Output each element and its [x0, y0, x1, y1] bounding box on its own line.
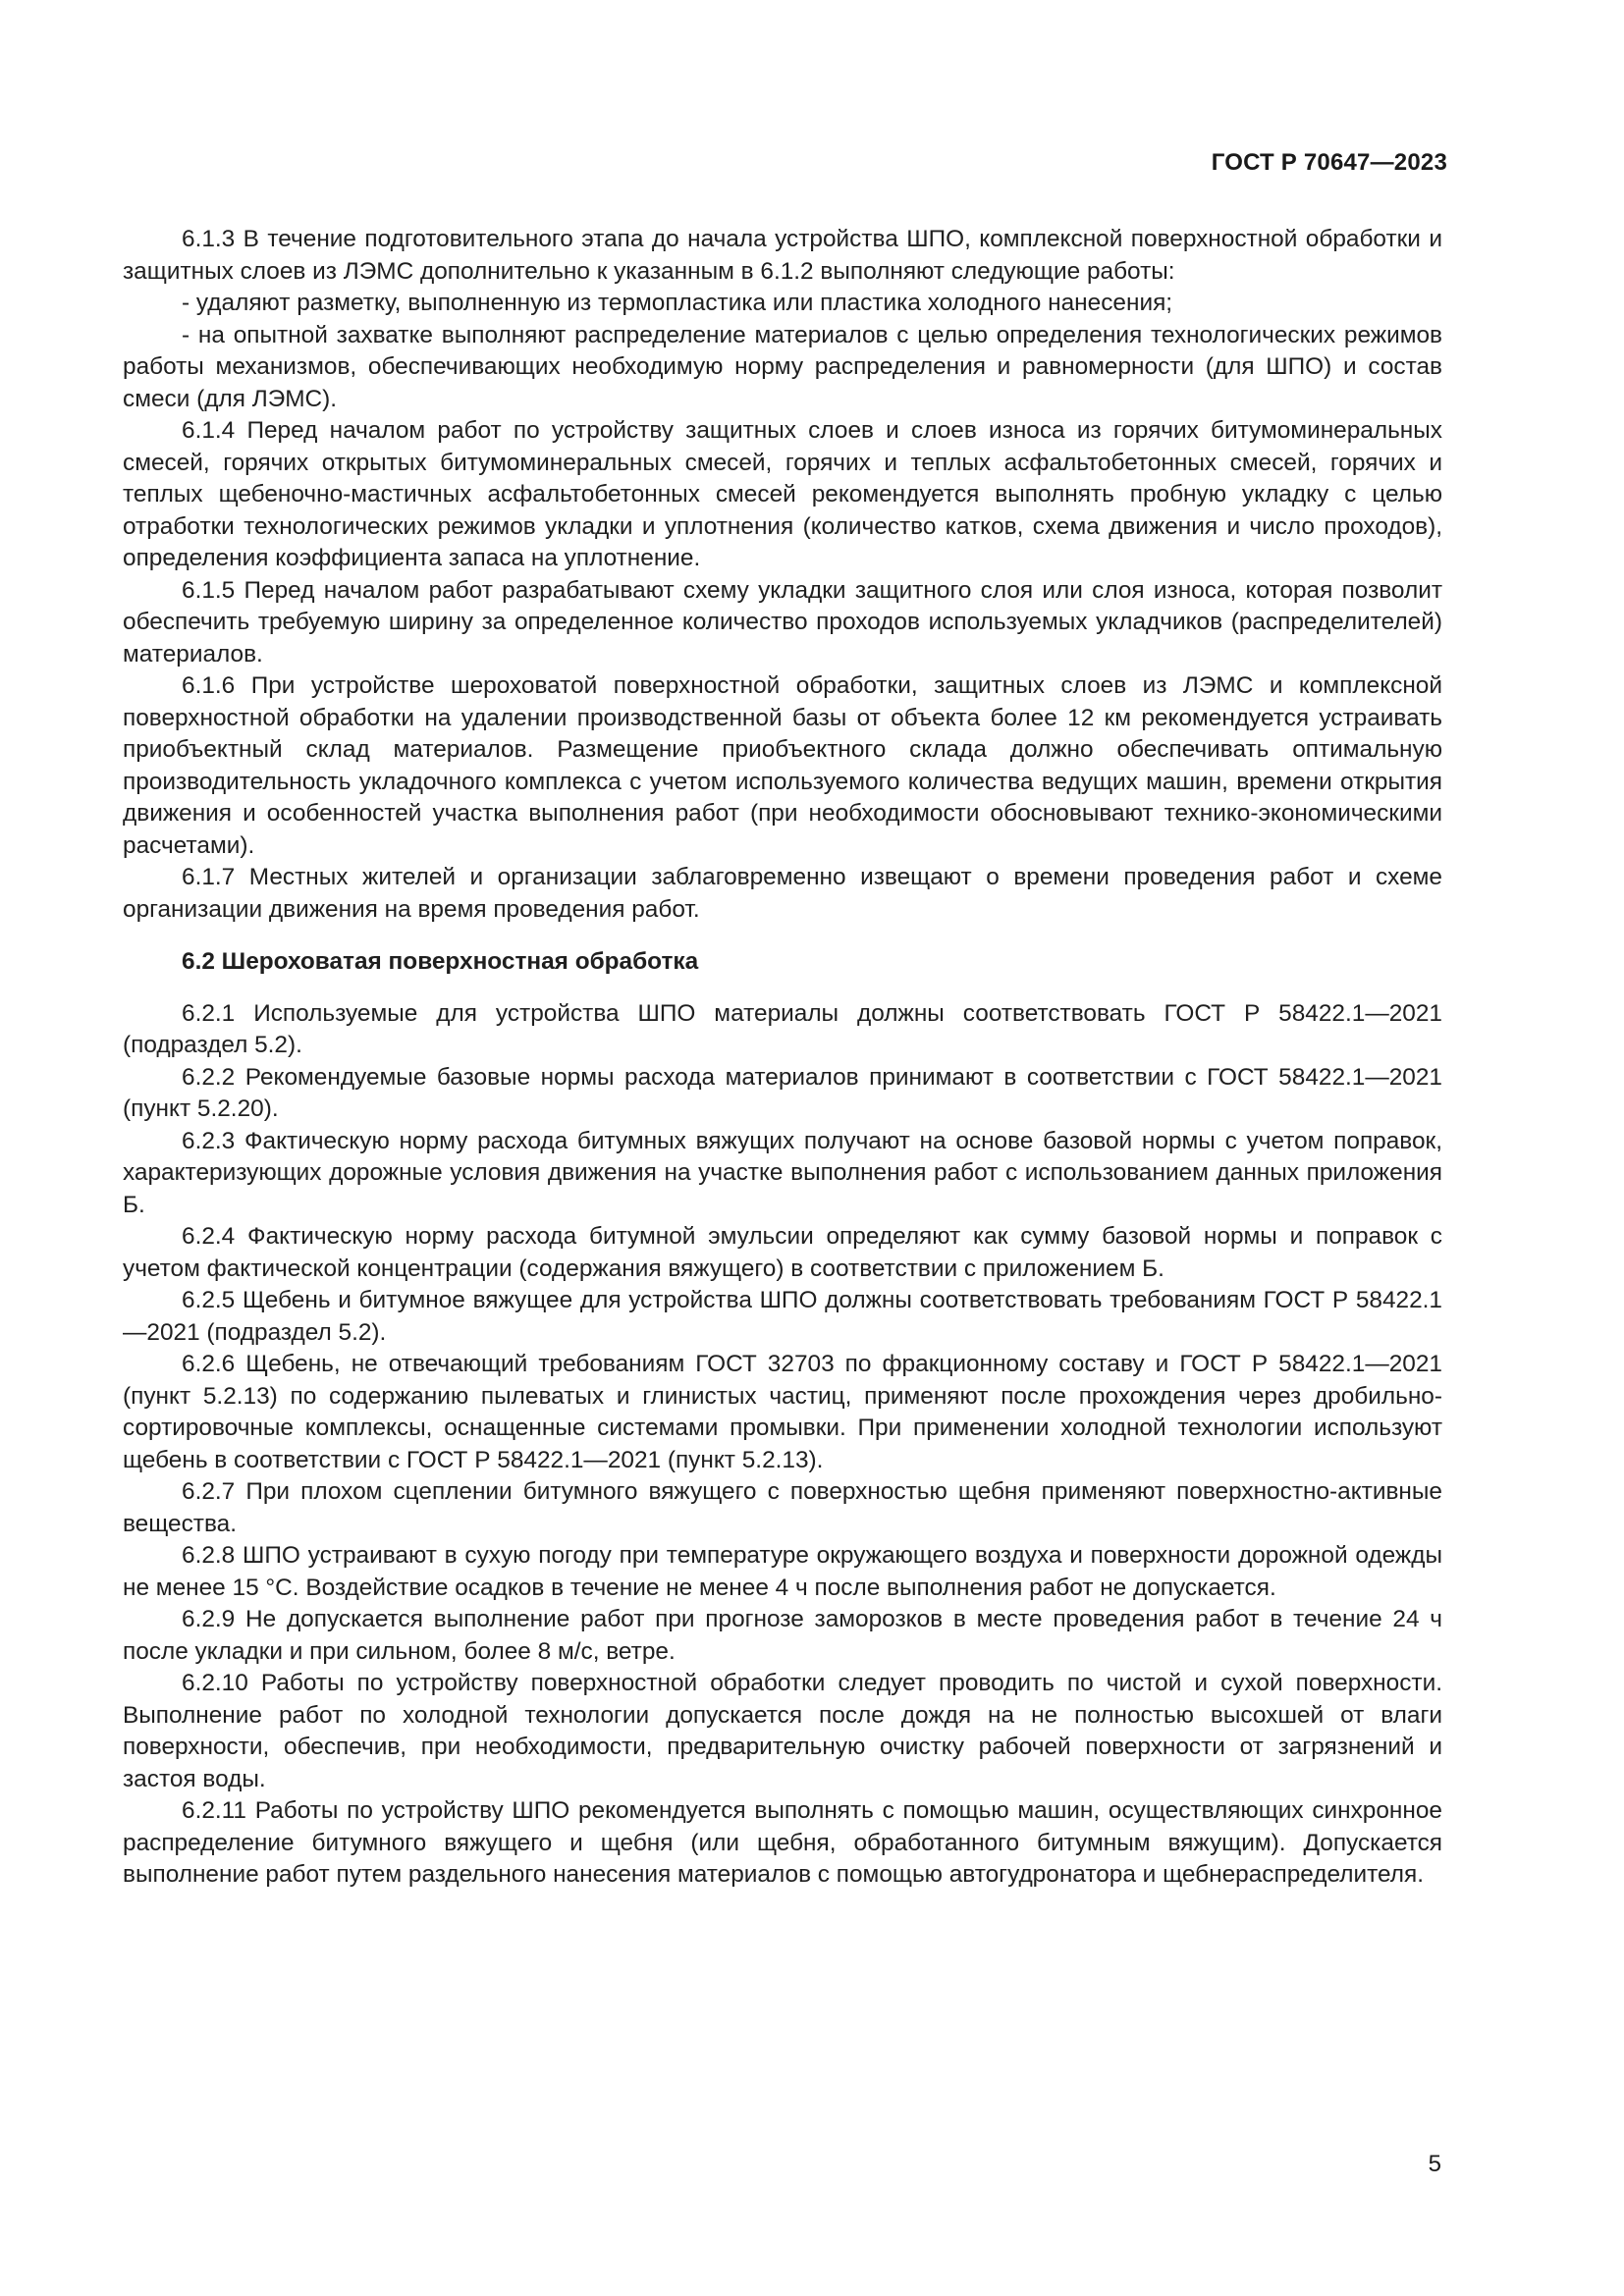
- paragraph-6-2-10: 6.2.10 Работы по устройству поверхностной обработки следует проводить по чистой и сухой поверхности. Выполнение работ по холодной технологии допускается после дождя на не полностью высохшей от влаги поверхности, обеспечив, при необходимости, предварительную очистку рабочей поверхности от загрязнений и застоя воды.: [123, 1670, 1442, 1792]
- document-id-header: ГОСТ Р 70647—2023: [1211, 149, 1447, 176]
- list-item-trial-section: - на опытной захватке выполняют распределение материалов с целью определения технологических режимов работы механизмов, обеспечивающих необходимую норму распределения и равномерности (для ШПО) и состав смеси (для ЛЭМС).: [123, 321, 1442, 412]
- paragraph-6-2-5: 6.2.5 Щебень и битумное вяжущее для устройства ШПО должны соответствовать требованиям ГОСТ Р 58422.1—2021 (подраздел 5.2).: [123, 1287, 1442, 1346]
- paragraph-6-2-8: 6.2.8 ШПО устраивают в сухую погоду при температуре окружающего воздуха и поверхности дорожной одежды не менее 15 °С. Воздействие осадков в течение не менее 4 ч после выполнения работ не допускается.: [123, 1542, 1442, 1601]
- paragraph-6-2-11: 6.2.11 Работы по устройству ШПО рекомендуется выполнять с помощью машин, осуществляющих синхронное распределение битумного вяжущего и щебня (или щебня, обработанного битумным вяжущим). Допускается выполнение работ путем раздельного нанесения материалов с помощью автогудронатора и щебнераспределителя.: [123, 1797, 1442, 1888]
- paragraph-6-2-3: 6.2.3 Фактическую норму расхода битумных вяжущих получают на основе базовой нормы с учетом поправок, характеризующих дорожные условия движения на участке выполнения работ с использованием данных приложения Б.: [123, 1127, 1442, 1218]
- list-item-remove-marking: - удаляют разметку, выполненную из термопластика или пластика холодного нанесения;: [182, 290, 1173, 316]
- page-number: 5: [1428, 2151, 1441, 2177]
- paragraph-6-2-1: 6.2.1 Используемые для устройства ШПО материалы должны соответствовать ГОСТ Р 58422.1—2021 (подраздел 5.2).: [123, 999, 1442, 1058]
- paragraph-6-1-4: 6.1.4 Перед началом работ по устройству защитных слоев и слоев износа из горячих битумоминеральных смесей, горячих открытых битумоминеральных смесей, горячих и теплых асфальтобетонных смесей, горячих и теплых щебеночно-мастичных асфальтобетонных смесей рекомендуется выполнять пробную укладку с целью отработки технологических режимов укладки и уплотнения (количество катков, схема движения и число проходов), определения коэффициента запаса на уплотнение.: [123, 417, 1442, 571]
- paragraph-6-2-4: 6.2.4 Фактическую норму расхода битумной эмульсии определяют как сумму базовой нормы и поправок с учетом фактической концентрации (содержания вяжущего) в соответствии с приложением Б.: [123, 1223, 1442, 1282]
- paragraph-6-2-9: 6.2.9 Не допускается выполнение работ при прогнозе заморозков в месте проведения работ в течение 24 ч после укладки и при сильном, более 8 м/с, ветре.: [123, 1606, 1442, 1665]
- document-body: [123, 224, 1442, 1892]
- paragraph-6-1-3: 6.1.3 В течение подготовительного этапа до начала устройства ШПО, комплексной поверхностной обработки и защитных слоев из ЛЭМС дополнительно к указанным в 6.1.2 выполняют следующие работы:: [123, 226, 1442, 285]
- paragraph-6-2-2: 6.2.2 Рекомендуемые базовые нормы расхода материалов принимают в соответствии с ГОСТ 58422.1—2021 (пункт 5.2.20).: [123, 1063, 1442, 1122]
- paragraph-6-2-6: 6.2.6 Щебень, не отвечающий требованиям ГОСТ 32703 по фракционному составу и ГОСТ Р 58422.1—2021 (пункт 5.2.13) по содержанию пылеватых и глинистых частиц, применяют после прохождения через дробильно-сортировочные комплексы, оснащенные системами промывки. При применении холодной технологии используют щебень в соответствии с ГОСТ Р 58422.1—2021 (пункт 5.2.13).: [123, 1351, 1442, 1473]
- paragraph-6-1-5: 6.1.5 Перед началом работ разрабатывают схему укладки защитного слоя или слоя износа, которая позволит обеспечить требуемую ширину за определенное количество проходов используемых укладчиков (распределителей) материалов.: [123, 576, 1442, 667]
- paragraph-6-2-7: 6.2.7 При плохом сцеплении битумного вяжущего с поверхностью щебня применяют поверхностно-активные вещества.: [123, 1478, 1442, 1537]
- paragraph-6-1-6: 6.1.6 При устройстве шероховатой поверхностной обработки, защитных слоев из ЛЭМС и комплексной поверхностной обработки на удалении производственной базы от объекта более 12 км рекомендуется устраивать приобъектный склад материалов. Размещение приобъектного склада должно обеспечивать оптимальную производительность укладочного комплекса с учетом используемого количества ведущих машин, времени открытия движения и особенностей участка выполнения работ (при необходимости обосновывают технико-экономическими расчетами).: [123, 672, 1442, 859]
- paragraph-6-1-7: 6.1.7 Местных жителей и организации заблаговременно извещают о времени проведения работ и схеме организации движения на время проведения работ.: [123, 864, 1442, 923]
- section-title-6-2: 6.2 Шероховатая поверхностная обработка: [182, 948, 699, 975]
